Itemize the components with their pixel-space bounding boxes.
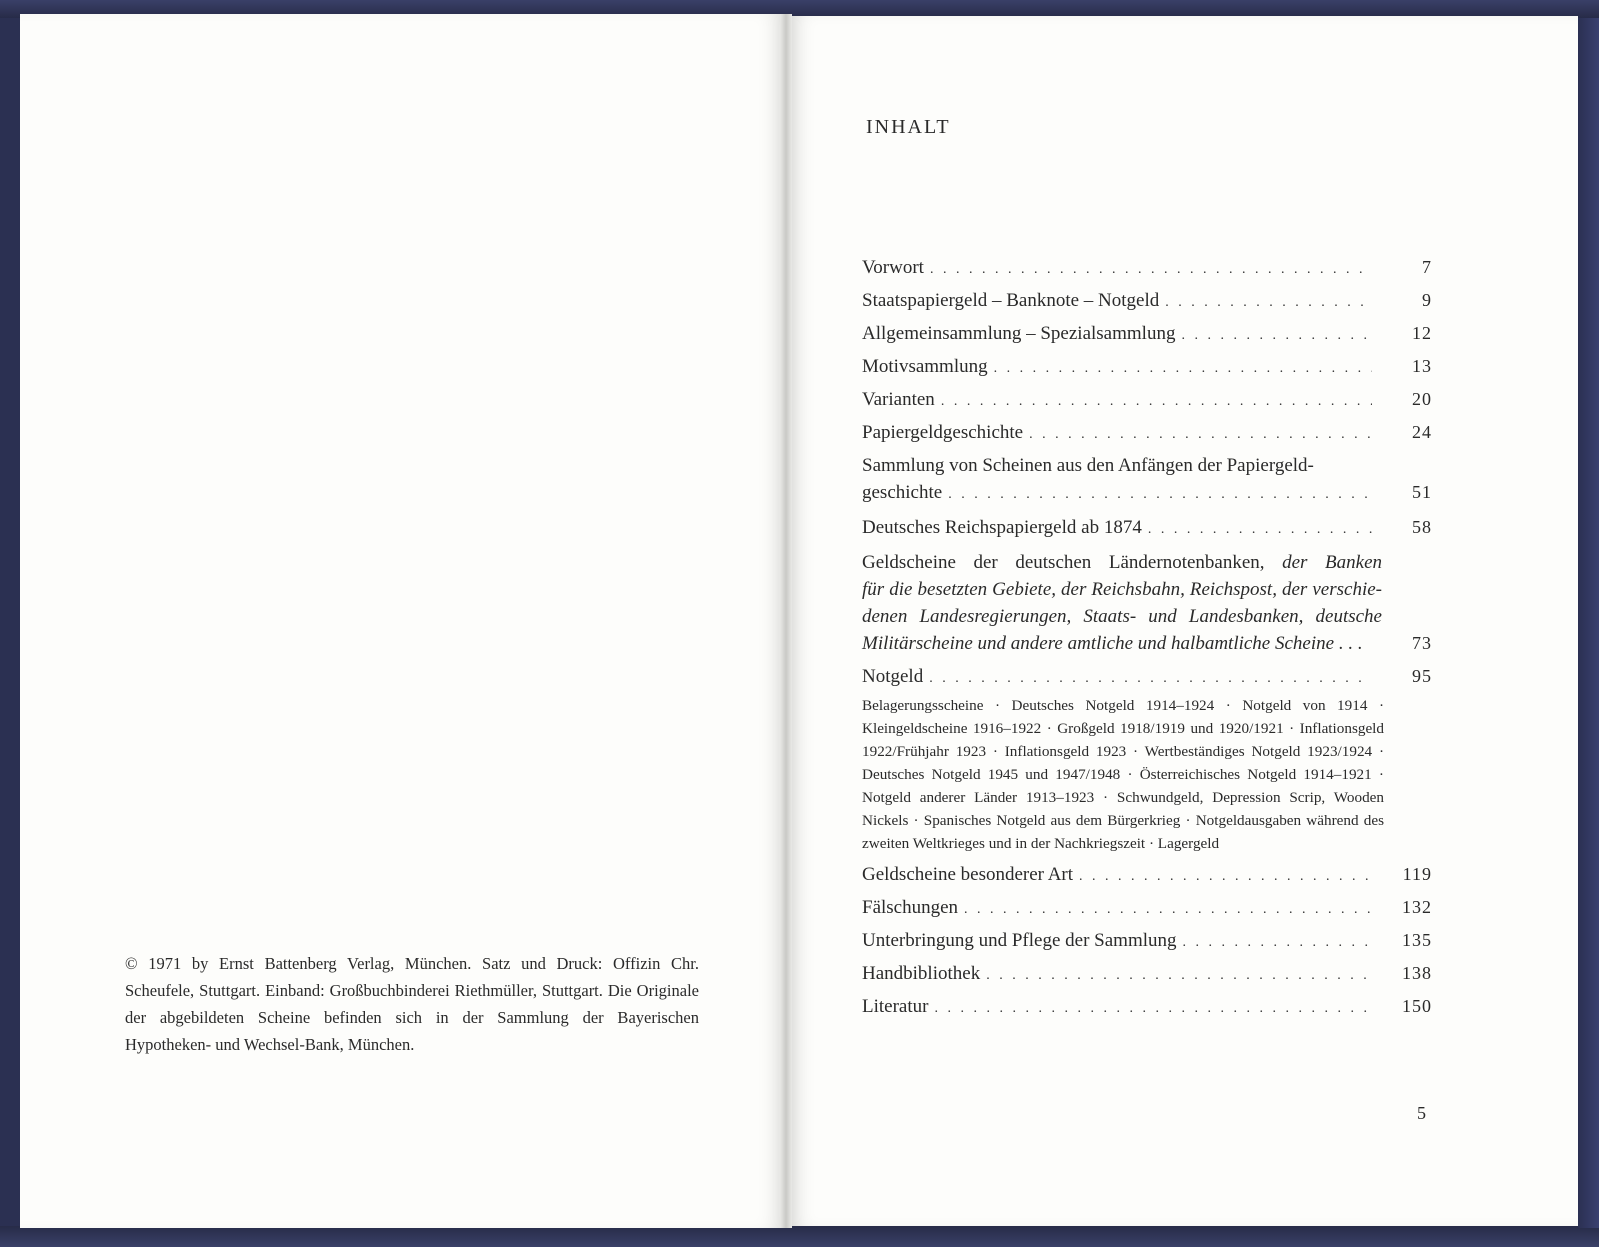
dot-leader (934, 993, 1372, 1024)
toc-entry-title: Geldscheine besonderer Art (862, 864, 1074, 885)
toc-entry-title: Deutsches Reichspapiergeld ab 1874 (862, 517, 1142, 538)
toc-entry-title-line: Sammlung von Scheinen aus den Anfängen der Papiergeld- (862, 455, 1314, 476)
toc-entry-title: Vorwort (862, 257, 924, 278)
toc-entry-page: 7 (1422, 257, 1432, 277)
toc-entry-title: Staatspapiergeld – Banknote – Notgeld (862, 290, 1160, 311)
dot-leader (948, 481, 1372, 508)
toc-entry-reichspapiergeld[interactable] (862, 512, 1432, 545)
toc-entry-sammlung-anfaenge[interactable] (862, 452, 1432, 508)
book-cover-right-edge (1578, 18, 1599, 1228)
toc-entry-page: 51 (1412, 482, 1432, 502)
toc-entry-page: 135 (1402, 930, 1432, 950)
toc-entry-page: 119 (1402, 864, 1432, 884)
copyright-notice: © 1971 by Ernst Battenberg Verlag, München. Satz und Druck: Offizin Chr. Scheufele, Stuttgart. Einband: Großbuchbinderei Riethmüller, Stuttgart. Die Originale der abgebildeten Scheine befinden sich in der Sammlung der Bayerischen Hypotheken- und Wechsel-Bank, München. (125, 954, 699, 1054)
toc-entry-title: Unterbringung und Pflege der Sammlung (862, 930, 1177, 951)
toc-entry-title: Varianten (862, 389, 935, 410)
toc-entry-besonderer-art[interactable] (862, 859, 1432, 892)
toc-entry-handbibliothek[interactable] (862, 958, 1432, 991)
dot-leader (986, 960, 1372, 991)
dot-leader (964, 894, 1372, 925)
page-number: 5 (1417, 1103, 1426, 1123)
toc-entry-page: 13 (1412, 356, 1432, 376)
toc-entry-title: Notgeld (862, 666, 924, 687)
toc-entry-title: Handbibliothek (862, 963, 981, 984)
dot-leader (1181, 320, 1372, 351)
toc-entry-title: Motivsammlung (862, 356, 988, 377)
toc-entry-allgemeinsammlung[interactable] (862, 318, 1432, 351)
toc-entry-title-line: für die besetzten Gebiete, der Reichsbahn, Reichspost, der verschie- (862, 579, 1382, 600)
toc-entry-subtopics: Belagerungsscheine · Deutsches Notgeld 1914–1924 · Notgeld von 1914 · Kleingeldscheine 1916–1922 · Großgeld 1918/1919 und 1920/1921 · Inflationsgeld 1922/Frühjahr 1923 · Inflationsgeld 1923 · Wertbeständiges Notgeld 1923/1924 · Deutsches Notgeld 1945 und 1947/1948 · Österreichisches Notgeld 1914–1921 · Notgeld anderer Länder 1913–1923 · Schwundgeld, Depression Scrip, Wooden Nickels · Spanisches Notgeld aus dem Bürgerkrieg · Notgeldausgaben während des zweiten Weltkrieges und in der Nachkriegszeit · Lagergeld (862, 697, 1384, 852)
toc-entry-motivsammlung[interactable] (862, 351, 1432, 384)
toc-entry-varianten[interactable] (862, 384, 1432, 417)
toc-entry-laendernotenbanken[interactable] (862, 549, 1432, 657)
dot-leader (1079, 861, 1372, 892)
dot-leader (929, 663, 1372, 694)
book-gutter (780, 14, 792, 1228)
toc-entry-faelschungen[interactable] (862, 892, 1432, 925)
book-cover-bottom-edge (0, 1226, 1599, 1247)
dot-leader (1165, 287, 1372, 318)
toc-entry-page: 20 (1412, 389, 1432, 409)
dot-leader (930, 254, 1372, 285)
dot-leader (1183, 927, 1372, 958)
toc-entry-page: 95 (1412, 666, 1432, 686)
dot-leader (1029, 419, 1372, 450)
toc-entry-staatspapiergeld[interactable] (862, 285, 1432, 318)
toc-entry-vorwort[interactable] (862, 252, 1432, 285)
dot-leader (941, 386, 1372, 417)
toc-heading: INHALT (866, 116, 951, 138)
toc-entry-title: Allgemeinsammlung – Spezialsammlung (862, 323, 1176, 344)
toc-entry-papiergeldgeschichte[interactable] (862, 417, 1432, 450)
toc-entry-page: 138 (1402, 963, 1432, 983)
toc-entry-notgeld[interactable] (862, 661, 1432, 855)
toc-entry-page: 12 (1412, 323, 1432, 343)
dot-leader (994, 353, 1372, 384)
toc-entry-title: Fälschungen (862, 897, 959, 918)
toc-entry-page: 73 (1412, 633, 1432, 653)
toc-entry-page: 24 (1412, 422, 1432, 442)
toc-entry-title-line: der Banken (1282, 552, 1383, 573)
toc-entry-literatur[interactable] (862, 991, 1432, 1024)
toc-entry-unterbringung[interactable] (862, 925, 1432, 958)
toc-entry-title: geschichte (862, 482, 943, 503)
toc-entry-page: 58 (1412, 517, 1432, 537)
toc-entry-title-line: denen Landesregierungen, Staats- und Landesbanken, deutsche (862, 606, 1382, 627)
toc-entry-page: 150 (1402, 996, 1432, 1016)
toc-entry-page: 9 (1422, 290, 1432, 310)
toc-entry-title: Literatur (862, 996, 929, 1017)
toc-entry-title-line: Militärscheine und andere amtliche und halbamtliche Scheine . . . (862, 633, 1363, 654)
dot-leader (1148, 514, 1372, 545)
toc-entry-page: 132 (1402, 897, 1432, 917)
toc-entry-title-line: Geldscheine der deutschen Ländernotenbanken, (862, 552, 1265, 573)
toc-entry-title: Papiergeldgeschichte (862, 422, 1024, 443)
table-of-contents (862, 252, 1432, 1024)
